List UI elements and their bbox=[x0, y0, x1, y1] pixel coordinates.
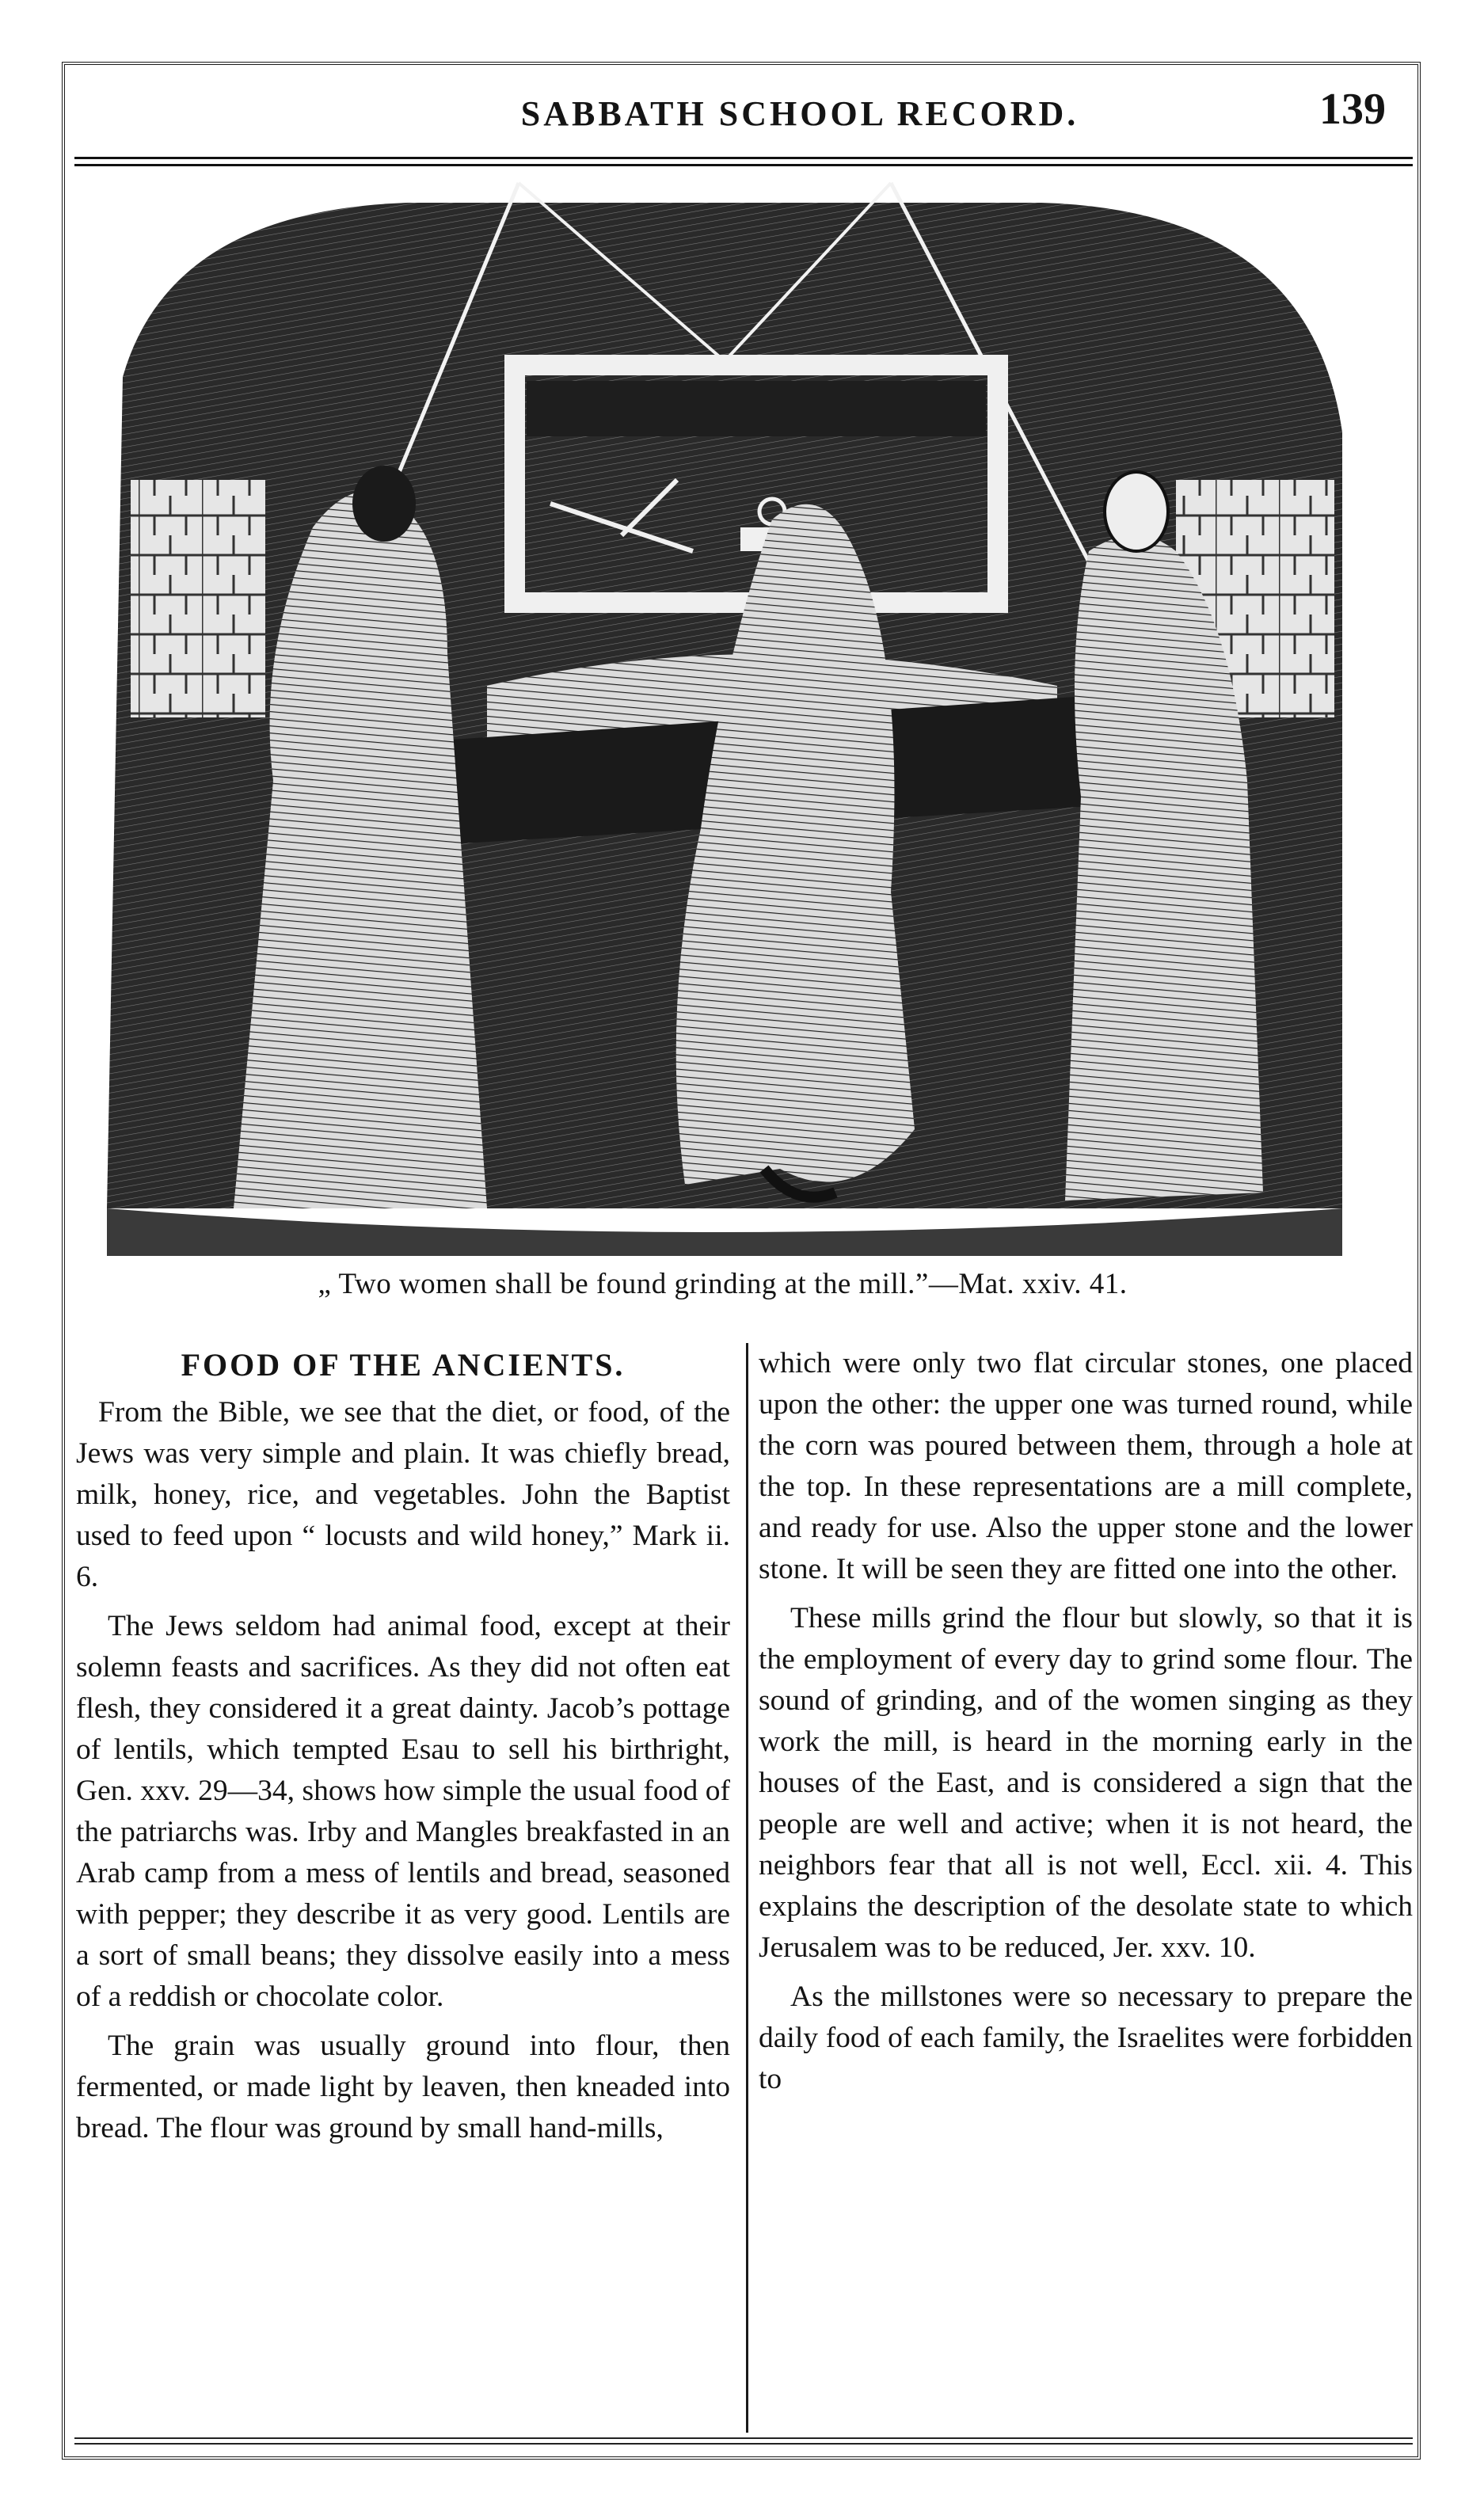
paragraph: From the Bible, we see that the diet, or food, of the Jews was very simple and plain. It was chiefly bread, milk, honey, rice, and vegetables. John the Baptist used to feed upon “ locusts and wild honey,” Mark ii. 6. bbox=[76, 1396, 730, 1593]
left-column bbox=[76, 1343, 730, 2429]
page-number: 139 bbox=[1319, 85, 1386, 134]
header-rule bbox=[74, 157, 1413, 166]
right-column bbox=[759, 1343, 1413, 2429]
mill-engraving bbox=[75, 179, 1370, 1256]
illustration-caption: „ Two women shall be found grinding at the mill.”—Mat. xxiv. 41. bbox=[318, 1268, 1128, 1300]
running-head: SABBATH SCHOOL RECORD. bbox=[520, 94, 1079, 133]
paragraph: The Jews seldom had animal food, except at their solemn feasts and sacrifices. As they did not often eat flesh, they considered it a great dainty. Jacob’s pottage of lentils, which tempted Esau to sell his birthright, Gen. xxv. 29—34, shows how simple the usual food of the patriarchs was. Irby and Mangles breakfasted in an Arab camp from a mess of lentils and bread, seasoned with pepper; they describe it as very good. Lentils are a sort of small beans; they dissolve easily into a mess of a reddish or chocolate color. bbox=[76, 1610, 730, 2013]
paragraph: The grain was usually ground into flour, then fermented, or made light by leaven, then kneaded into bread. The flour was ground by small hand-mills, bbox=[76, 2030, 730, 2144]
page-header bbox=[74, 86, 1413, 154]
article-title: FOOD OF THE ANCIENTS. bbox=[181, 1347, 626, 1383]
footer-rule bbox=[74, 2437, 1413, 2445]
column-divider bbox=[746, 1343, 748, 2433]
paragraph: These mills grind the flour but slowly, so that it is the employment of every day to grind some flour. The sound of grinding, and of the women singing as they work the mill, is heard in the morning early in the houses of the East, and is considered a sign that the people are well and active; when it is not heard, the neighbors fear that all is not well, Eccl. xii. 4. This explains the description of the desolate state to which Jerusalem was to be reduced, Jer. xxv. 10. bbox=[759, 1602, 1413, 1964]
paragraph: which were only two flat circular stones, one placed upon the other: the upper one was turned round, while the corn was poured between them, through a hole at the top. In these representations are a mill complete, and ready for use. Also the upper stone and the lower stone. It will be seen they are fitted one into the other. bbox=[759, 1347, 1413, 1585]
paragraph: As the millstones were so necessary to prepare the daily food of each family, the Israelites were forbidden to bbox=[759, 1980, 1413, 2095]
